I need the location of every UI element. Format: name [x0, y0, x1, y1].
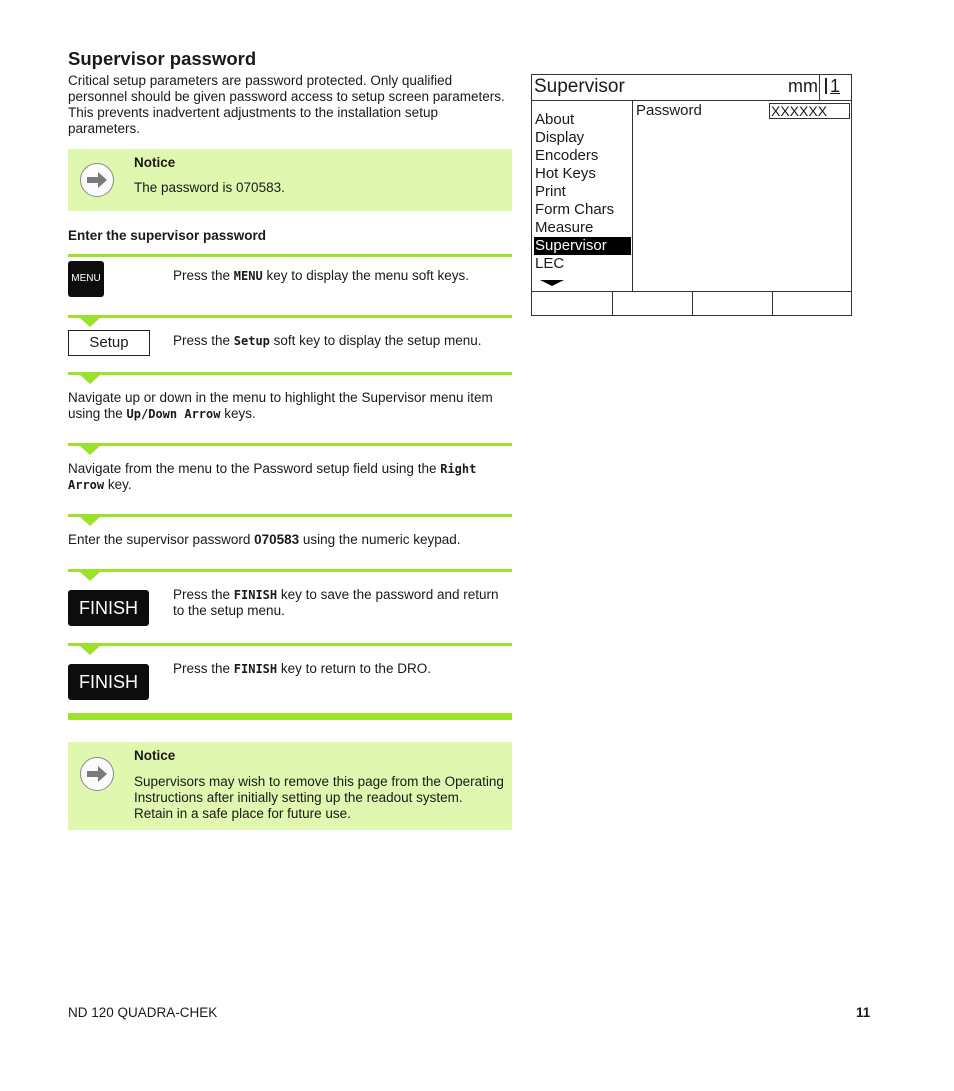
password-field-label: Password — [636, 102, 702, 119]
lcd-divider — [819, 75, 820, 101]
step-2-text: Press the Setup soft key to display the setup menu. — [173, 333, 482, 348]
arrow-right-icon — [80, 757, 114, 791]
step-arrow — [80, 446, 100, 455]
footer-product-name: ND 120 QUADRA-CHEK — [68, 1005, 218, 1020]
step-4-text: Navigate from the menu to the Password setup field using the Right Arrow key. — [68, 461, 477, 492]
page-title: Supervisor password — [68, 48, 257, 69]
lcd-softkey-divider — [692, 291, 693, 315]
arrow-right-icon — [80, 163, 114, 197]
step-3-text: Navigate up or down in the menu to highlight the Supervisor menu item using the Up/Down Arrow keys. — [68, 390, 493, 421]
step-arrow — [80, 375, 100, 384]
section-end-bar — [68, 713, 512, 720]
notice-box — [68, 149, 512, 211]
step-divider — [68, 643, 512, 646]
lcd-menu-item: Display — [535, 129, 585, 146]
lcd-menu-item: Hot Keys — [535, 165, 596, 182]
page-number: 11 — [856, 1005, 871, 1020]
menu-key: MENU — [68, 261, 104, 297]
step-6-text: Press the FINISH key to save the password and return to the setup menu. — [173, 587, 499, 618]
step-arrow — [80, 572, 100, 581]
section-subheading: Enter the supervisor password — [68, 228, 267, 243]
step-arrow — [80, 517, 100, 526]
scroll-down-arrow-icon — [540, 277, 564, 287]
lcd-menu-item-selected: Supervisor — [534, 237, 631, 255]
lcd-softkey-divider — [612, 291, 613, 315]
lcd-menu-item: Measure — [535, 219, 594, 236]
lcd-softkey-divider — [772, 291, 773, 315]
intro-paragraph: Critical setup parameters are password protected. Only qualified personnel should be given password access to setup screen parameters. This prevents inadvertent adjustments to the installation setup parameters. — [68, 73, 505, 136]
lcd-menu-list — [532, 101, 633, 291]
lcd-menu-item: Encoders — [535, 147, 599, 164]
step-divider — [68, 443, 512, 446]
lcd-unit-label: mm — [788, 76, 818, 96]
notice-heading: Notice — [134, 155, 176, 170]
step-5-text: Enter the supervisor password 070583 using the numeric keypad. — [68, 532, 461, 547]
finish-key: FINISH — [68, 590, 149, 626]
lcd-screen — [531, 74, 852, 316]
notice-body: The password is 070583. — [134, 180, 285, 195]
lcd-menu-item: LEC — [535, 255, 565, 272]
finish-key: FINISH — [68, 664, 149, 700]
lcd-menu-item: About — [535, 111, 575, 128]
step-divider — [68, 372, 512, 375]
notice-box — [68, 742, 512, 830]
lcd-menu-item: Form Chars — [535, 201, 615, 218]
lcd-axis-label: 1 — [825, 76, 840, 97]
setup-softkey: Setup — [68, 330, 150, 356]
step-7-text: Press the FINISH key to return to the DRO. — [173, 661, 431, 676]
password-field-value: XXXXXX — [769, 103, 850, 119]
step-divider — [68, 315, 512, 318]
step-arrow — [80, 646, 100, 655]
step-arrow — [80, 318, 100, 327]
step-1-text: Press the MENU key to display the menu soft keys. — [173, 268, 470, 283]
step-divider — [68, 514, 512, 517]
step-divider — [68, 569, 512, 572]
lcd-screen-title: Supervisor — [534, 76, 625, 97]
notice-heading: Notice — [134, 748, 176, 763]
notice-body: Supervisors may wish to remove this page from the Operating Instructions after initially setting up the readout system. Retain in a safe place for future use. — [134, 774, 504, 821]
step-divider — [68, 254, 512, 257]
lcd-menu-item: Print — [535, 183, 566, 200]
